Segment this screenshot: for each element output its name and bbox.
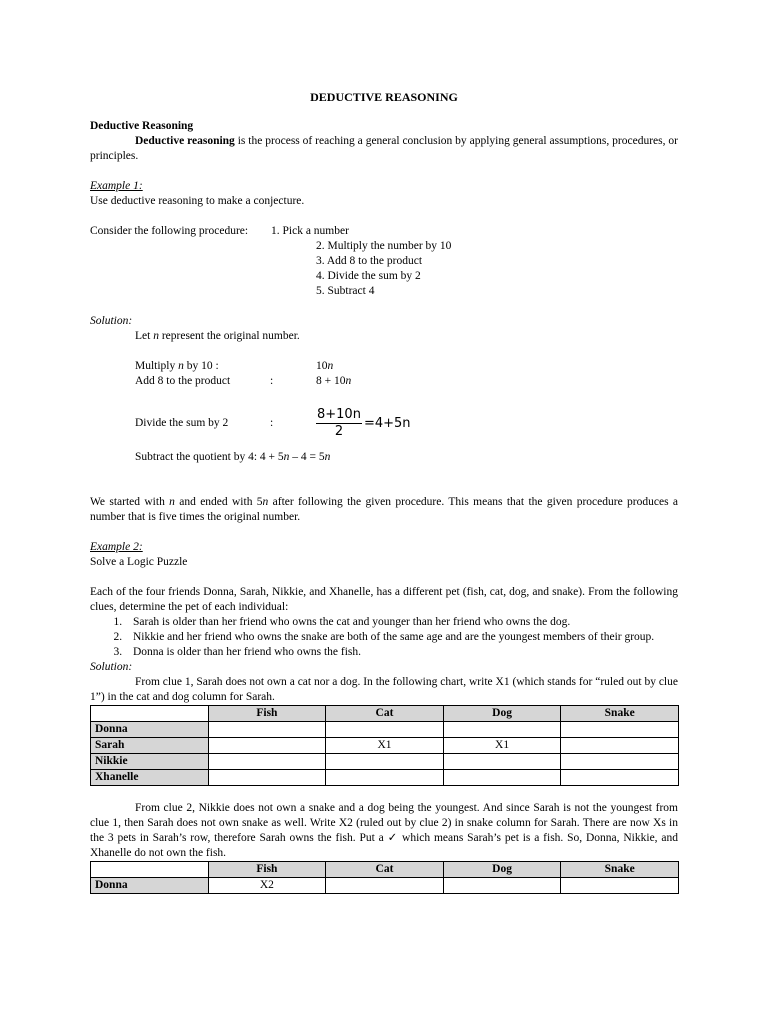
fraction-result: =4+5n [363,416,411,431]
solution-work [90,329,678,465]
table-header-row [91,862,679,878]
definition-paragraph [90,134,678,164]
document-title: DEDUCTIVE REASONING [310,90,458,104]
column-header-cat: Cat [326,706,444,722]
column-header-fish: Fish [208,706,326,722]
clue-list [90,615,678,660]
example1-solution-label: Solution: [90,315,133,327]
solution-paragraph-1: From clue 1, Sarah does not own a cat nor a dog. In the following chart, write X1 (which stands for “ruled out by clue 1”) in the cat and dog column for Sarah. [90,676,678,703]
procedure-step-2: 2. Multiply the number by 10 [316,240,452,252]
column-header-snake: Snake [561,706,679,722]
procedure-intro: Consider the following procedure: [90,225,249,237]
example2-solution-label: Solution: [90,661,133,673]
work-row-multiply: Multiply n by 10 : 10n [135,360,334,372]
fraction-denominator: 2 [334,424,344,439]
definition-text: is the process of reaching a general conclusion by applying general assumptions, procedures, or principles. [90,135,678,162]
example2-instruction: Solve a Logic Puzzle [90,556,188,568]
column-header-snake: Snake [561,862,679,878]
logic-table-2 [90,861,679,894]
work-row-subtract: Subtract the quotient by 4: 4 + 5n – 4 = 5n [135,451,331,463]
table-row: Sarah X1 X1 [91,738,679,754]
column-header-cat: Cat [326,862,444,878]
table-row: Donna [91,722,679,738]
procedure-step-4: 4. Divide the sum by 2 [316,270,421,282]
table-row: Xhanelle [91,770,679,786]
fraction-equation [316,407,411,440]
procedure-step-5: 5. Subtract 4 [316,285,375,297]
logic-table-1 [90,705,679,786]
example2-intro: Each of the four friends Donna, Sarah, Nikkie, and Xhanelle, has a different pet (fish, cat, dog, and snake). From the following clues, determine the pet of each individual: [90,586,678,613]
work-row-divide: Divide the sum by 2 : $\frac{8+10n}{2}$ =4+5n [135,407,411,439]
column-header-dog: Dog [443,862,561,878]
table-row: Nikkie [91,754,679,770]
work-row-add: Add 8 to the product : 8 + 10n [135,375,352,387]
example1-instruction: Use deductive reasoning to make a conjecture. [90,195,305,207]
example1-label: Example 1: [90,180,143,192]
section-heading: Deductive Reasoning [90,120,194,132]
column-header-dog: Dog [443,706,561,722]
solution-paragraph-2: From clue 2, Nikkie does not own a snake and a dog being the youngest. And since Sarah is not the youngest from clue 1, then Sarah does not own snake as well. Write X2 (ruled out by clue 2) in snake column for Sarah. There are now Xs in the 3 pets in Sarah’s row, therefore Sarah owns the fish. Put a ✓ which means Sarah’s pet is a fish. So, Donna, Nikkie, and Xhanelle do not own the fish. [90,802,678,859]
procedure-step-3: 3. Add 8 to the product [316,255,423,267]
procedure-step-1: 1. Pick a number [271,225,349,237]
clue-item: 1. Sarah is older than her friend who owns the cat and younger than her friend who owns the dog. [125,615,678,630]
table-header-row [91,706,679,722]
fraction-numerator: 8+10n [317,407,361,422]
table-row: Donna X2 [91,878,679,894]
column-header-fish: Fish [208,862,326,878]
example1-conclusion: We started with n and ended with 5n after following the given procedure. This means that the given procedure produces a number that is five times the original number. [90,496,679,523]
procedure-row [90,224,678,239]
definition-term: Deductive reasoning [135,135,235,147]
clue-item: 2. Nikkie and her friend who owns the snake are both of the same age and are the youngest members of their group. [125,630,678,645]
example2-label: Example 2: [90,541,143,553]
clue-item: 3. Donna is older than her friend who owns the fish. [125,645,678,660]
let-statement: Let n represent the original number. [135,330,300,342]
document-page [90,90,678,894]
